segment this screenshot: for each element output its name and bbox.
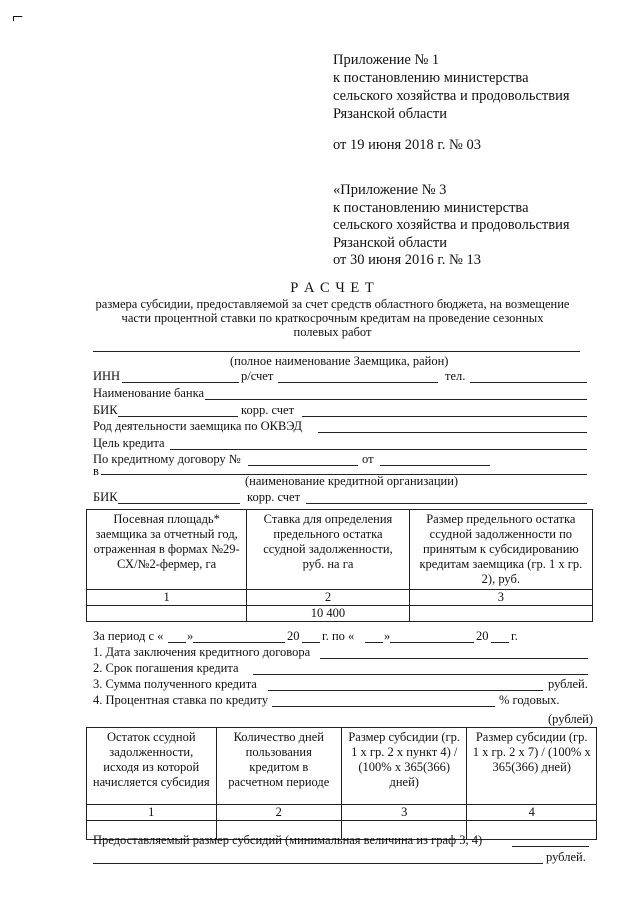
- limit-table-col-number: 2: [247, 590, 409, 606]
- repayment-term-field[interactable]: [253, 674, 588, 675]
- period-end-month-field[interactable]: [390, 642, 474, 643]
- account-field[interactable]: [278, 382, 438, 383]
- subsidy-table-header-subsidy-b: Размер субсидии (гр. 1 х гр. 2 х 7) / (100% х 365(366) дней): [467, 728, 597, 805]
- loan-amount-unit: рублей.: [548, 677, 588, 691]
- corr-account-field[interactable]: [302, 416, 587, 417]
- phone-label: тел.: [445, 369, 466, 383]
- borrower-name-line[interactable]: [93, 351, 580, 352]
- appendix1-line1: Приложение № 1: [333, 52, 440, 68]
- limit-table-number-row: [87, 590, 593, 606]
- agreement-date-label: 1. Дата заключения кредитного договора: [93, 645, 311, 659]
- bank-name-label: Наименование банка: [93, 386, 205, 400]
- subsidy-size-field-1[interactable]: [512, 846, 589, 847]
- appendix1-date: от 19 июня 2018 г. № 03: [333, 137, 481, 153]
- period-year1: 20: [287, 629, 300, 643]
- loan-purpose-field[interactable]: [170, 449, 587, 450]
- title-line2: части процентной ставки по краткосрочным кредитам на проведение сезонных: [121, 311, 544, 325]
- bik2-label: БИК: [93, 490, 118, 504]
- corr-account2-field[interactable]: [306, 503, 587, 504]
- subsidy-b-value[interactable]: [467, 821, 597, 840]
- period-prefix: За период с «: [93, 629, 164, 643]
- appendix3-line1: «Приложение № 3: [333, 182, 447, 198]
- limit-table-header-row: [87, 510, 593, 590]
- footer-line1: Предоставляемый размер субсидий (минимальная величина из граф 3, 4): [93, 833, 483, 847]
- subsidy-table-col-number: 2: [216, 805, 341, 821]
- appendix3-line2: к постановлению министерства: [333, 200, 529, 216]
- appendix1-line4: Рязанской области: [333, 106, 447, 122]
- subsidy-table-number-row: [87, 805, 597, 821]
- period-start-month-field[interactable]: [193, 642, 285, 643]
- credit-org-caption: (наименование кредитной организации): [245, 474, 459, 488]
- subsidy-size-field-2[interactable]: [93, 863, 543, 864]
- limit-table-rate-value: 10 400: [247, 606, 409, 622]
- subsidy-table-header-balance: Остаток ссудной задолженности, исходя из которой начисляется субсидия: [87, 728, 217, 805]
- loan-purpose-label: Цель кредита: [93, 436, 165, 450]
- loan-amount-label: 3. Сумма полученного кредита: [93, 677, 257, 691]
- limit-table-value-row: [87, 606, 593, 622]
- period-quote1: »: [187, 629, 194, 643]
- bik-field[interactable]: [118, 416, 238, 417]
- period-start-year-field[interactable]: [302, 642, 320, 643]
- interest-rate-label: 4. Процентная ставка по кредиту: [93, 693, 269, 707]
- inn-label: ИНН: [93, 369, 121, 383]
- okved-label: Род деятельности заемщика по ОКВЭД: [93, 419, 303, 433]
- account-label: р/счет: [241, 369, 274, 383]
- limit-table-header-area: Посевная площадь* заемщика за отчетный год, отраженная в формах №29-СХ/№2-фермер, га: [87, 510, 247, 590]
- appendix3-line3: сельского хозяйства и продовольствия: [333, 217, 570, 233]
- agreement-date-field[interactable]: [320, 658, 588, 659]
- loan-amount-field[interactable]: [268, 690, 543, 691]
- limit-table-limit-value[interactable]: [409, 606, 592, 622]
- limit-table-col-number: 1: [87, 590, 247, 606]
- phone-field[interactable]: [470, 382, 587, 383]
- limit-table-header-limit: Размер предельного остатка ссудной задолженности по принятым к субсидированию кредитам заемщика (гр. 1 х гр. 2), руб.: [409, 510, 592, 590]
- subsidy-table-col-number: 3: [341, 805, 466, 821]
- limit-table-col-number: 3: [409, 590, 592, 606]
- corner-mark: ⌐: [12, 6, 24, 28]
- period-mid: г. по «: [322, 629, 355, 643]
- appendix1-line2: к постановлению министерства: [333, 70, 529, 86]
- title-line1: размера субсидии, предоставляемой за счет средств областного бюджета, на возмещение: [95, 297, 570, 311]
- subsidy-table-header-subsidy-a: Размер субсидии (гр. 1 х гр. 2 х пункт 4) / (100% х 365(366) дней): [341, 728, 466, 805]
- loan-agreement-date-field[interactable]: [380, 465, 490, 466]
- loan-agreement-from-label: от: [362, 452, 374, 466]
- limit-table-header-rate: Ставка для определения предельного остатка ссудной задолженности, руб. на га: [247, 510, 409, 590]
- bank-name-field[interactable]: [205, 399, 587, 400]
- inn-field[interactable]: [122, 382, 239, 383]
- limit-table-area-value[interactable]: [87, 606, 247, 622]
- footer-unit: рублей.: [546, 850, 586, 864]
- period-end-day-field[interactable]: [365, 642, 383, 643]
- period-end-year-field[interactable]: [491, 642, 509, 643]
- loan-agreement-number-field[interactable]: [248, 465, 358, 466]
- title-line3: полевых работ: [293, 325, 372, 339]
- interest-rate-unit: % годовых.: [499, 693, 560, 707]
- document-title: Р А С Ч Е Т: [290, 280, 375, 296]
- corr-account-label: корр. счет: [241, 403, 295, 417]
- corr-account2-label: корр. счет: [247, 490, 301, 504]
- period-year2: 20: [476, 629, 489, 643]
- credit-org-in-label: в: [93, 464, 99, 478]
- appendix3-line4: Рязанской области: [333, 235, 447, 251]
- loan-agreement-label: По кредитному договору №: [93, 452, 241, 466]
- appendix3-date: от 30 июня 2016 г. № 13: [333, 252, 481, 268]
- bik2-field[interactable]: [118, 503, 240, 504]
- period-suffix: г.: [511, 629, 518, 643]
- limit-table: [86, 509, 593, 622]
- period-start-day-field[interactable]: [168, 642, 186, 643]
- subsidy-table-col-number: 4: [467, 805, 597, 821]
- repayment-term-label: 2. Срок погашения кредита: [93, 661, 239, 675]
- appendix1-line3: сельского хозяйства и продовольствия: [333, 88, 570, 104]
- okved-field[interactable]: [318, 432, 587, 433]
- table2-unit: (рублей): [548, 712, 594, 726]
- subsidy-table-header-row: [87, 728, 597, 805]
- subsidy-table-col-number: 1: [87, 805, 217, 821]
- borrower-caption: (полное наименование Заемщика, район): [230, 354, 449, 368]
- subsidy-table-header-days: Количество дней пользования кредитом в расчетном периоде: [216, 728, 341, 805]
- subsidy-table: [86, 727, 597, 840]
- period-quote2: »: [384, 629, 391, 643]
- bik-label: БИК: [93, 403, 118, 417]
- interest-rate-field[interactable]: [272, 706, 495, 707]
